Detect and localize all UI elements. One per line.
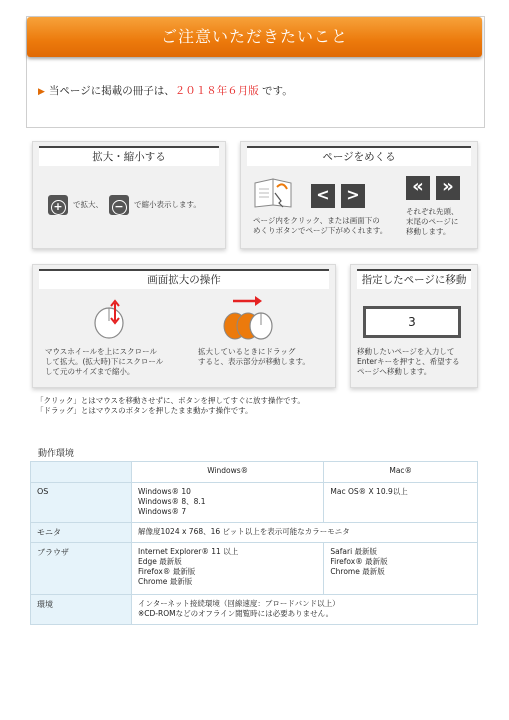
cell-line: Internet Explorer® 11 以上	[138, 547, 239, 556]
browser-windows-cell	[132, 543, 324, 595]
table-corner	[31, 462, 132, 483]
goto-page-panel	[350, 264, 478, 388]
row-label-os: OS	[31, 483, 132, 523]
first-last-desc-line: 移動します。	[406, 227, 451, 236]
book-click-icon	[253, 175, 295, 209]
cell-line: Firefox® 最新版	[330, 557, 388, 566]
first-last-desc-line: 末尾のページに	[406, 217, 459, 226]
edition-date: ２０１８年６月版	[174, 85, 259, 97]
goto-desc-line: 移動したいページを入力して	[357, 347, 455, 356]
environment-table	[30, 461, 478, 625]
cell-line: ※CD-ROMなどのオフライン閲覧時には必要ありません。	[138, 609, 334, 618]
column-windows: Windows®	[132, 462, 324, 483]
goto-desc-line: ページへ移動します。	[357, 367, 432, 376]
mouse-wheel-icon	[93, 297, 129, 339]
wheel-desc-line: マウスホイールを上にスクロール	[45, 347, 157, 356]
zoom-in-text: で拡大、	[73, 200, 103, 209]
page-number-input[interactable]: 3	[363, 306, 461, 338]
os-windows-cell	[132, 483, 324, 523]
cell-line: Mac OS® X 10.9以上	[330, 487, 408, 496]
column-mac: Mac®	[324, 462, 478, 483]
page-turn-desc-line: ページ内をクリック、または画面下の	[253, 216, 380, 225]
environment-heading: 動作環境	[38, 449, 75, 459]
screen-zoom-panel-title: 画面拡大の操作	[39, 269, 329, 289]
cell-line: Safari 最新版	[330, 547, 378, 556]
footnote-drag: 「ドラッグ」とはマウスのボタンを押したまま動かす操作です。	[36, 406, 253, 415]
table-row	[31, 543, 478, 595]
zoom-out-text: で縮小表示します。	[134, 200, 201, 209]
mouse-drag-icon	[221, 295, 277, 341]
drag-desc-line: すると、表示部分が移動します。	[198, 357, 310, 366]
notice-suffix: です。	[262, 85, 293, 97]
browser-mac-cell	[324, 543, 478, 595]
cell-line: Windows® 7	[138, 507, 187, 516]
first-last-desc-line: それぞれ先頭、	[406, 207, 459, 216]
table-header-row	[31, 462, 478, 483]
monitor-cell	[132, 523, 478, 543]
cell-line: Edge 最新版	[138, 557, 182, 566]
environment-cell	[132, 595, 478, 625]
notice-text: 当ページに掲載の冊子は、	[48, 85, 175, 97]
page-turn-desc-line: めくりボタンでページ下がめくれます。	[253, 226, 388, 235]
first-last-desc	[406, 207, 459, 237]
row-label-environment: 環境	[31, 595, 132, 625]
cell-line: Firefox® 最新版	[138, 567, 196, 576]
goto-desc-line: Enterキーを押すと、希望する	[357, 357, 460, 366]
zoom-in-icon: +	[48, 195, 68, 215]
cell-line: インターネット接続環境（回線速度：ブロードバンド以上）	[138, 599, 340, 608]
wheel-desc-line: して元のサイズまで縮小。	[45, 367, 135, 376]
first-page-button[interactable]: «	[406, 176, 430, 200]
prev-page-button[interactable]: <	[311, 184, 335, 208]
cell-line: 解像度1024 x 768、16 ビット以上を表示可能なカラーモニタ	[138, 527, 350, 536]
cell-line: Windows® 8、8.1	[138, 497, 206, 506]
table-row	[31, 595, 478, 625]
wheel-desc-line: して拡大。(拡大時)下にスクロール	[45, 357, 164, 366]
screen-zoom-panel	[32, 264, 336, 388]
notice-header-bar	[27, 17, 482, 57]
triangle-bullet-icon: ▶	[38, 87, 45, 97]
os-mac-cell	[324, 483, 478, 523]
edition-notice	[38, 83, 293, 98]
page-turn-desc	[253, 216, 387, 236]
drag-desc-line: 拡大しているときにドラッグ	[198, 347, 296, 356]
last-page-button[interactable]: »	[436, 176, 460, 200]
goto-desc	[357, 347, 460, 377]
cell-line: Chrome 最新版	[138, 577, 193, 586]
goto-page-panel-title: 指定したページに移動	[357, 269, 471, 289]
zoom-panel-title: 拡大・縮小する	[39, 146, 219, 166]
footnotes	[36, 396, 305, 416]
page-title: ご注意いただきたいこと	[160, 27, 348, 46]
next-page-button[interactable]: >	[341, 184, 365, 208]
footnote-click: 「クリック」とはマウスを移動させずに、ボタンを押してすぐに放す操作です。	[36, 396, 305, 405]
page-turn-panel	[240, 141, 478, 249]
row-label-monitor: モニタ	[31, 523, 132, 543]
table-row	[31, 483, 478, 523]
drag-desc	[198, 347, 310, 367]
zoom-out-icon: −	[109, 195, 129, 215]
wheel-desc	[45, 347, 163, 377]
table-row	[31, 523, 478, 543]
cell-line: Chrome 最新版	[330, 567, 385, 576]
page-turn-panel-title: ページをめくる	[247, 146, 471, 166]
zoom-panel	[32, 141, 226, 249]
row-label-browser: ブラウザ	[31, 543, 132, 595]
cell-line: Windows® 10	[138, 487, 191, 496]
